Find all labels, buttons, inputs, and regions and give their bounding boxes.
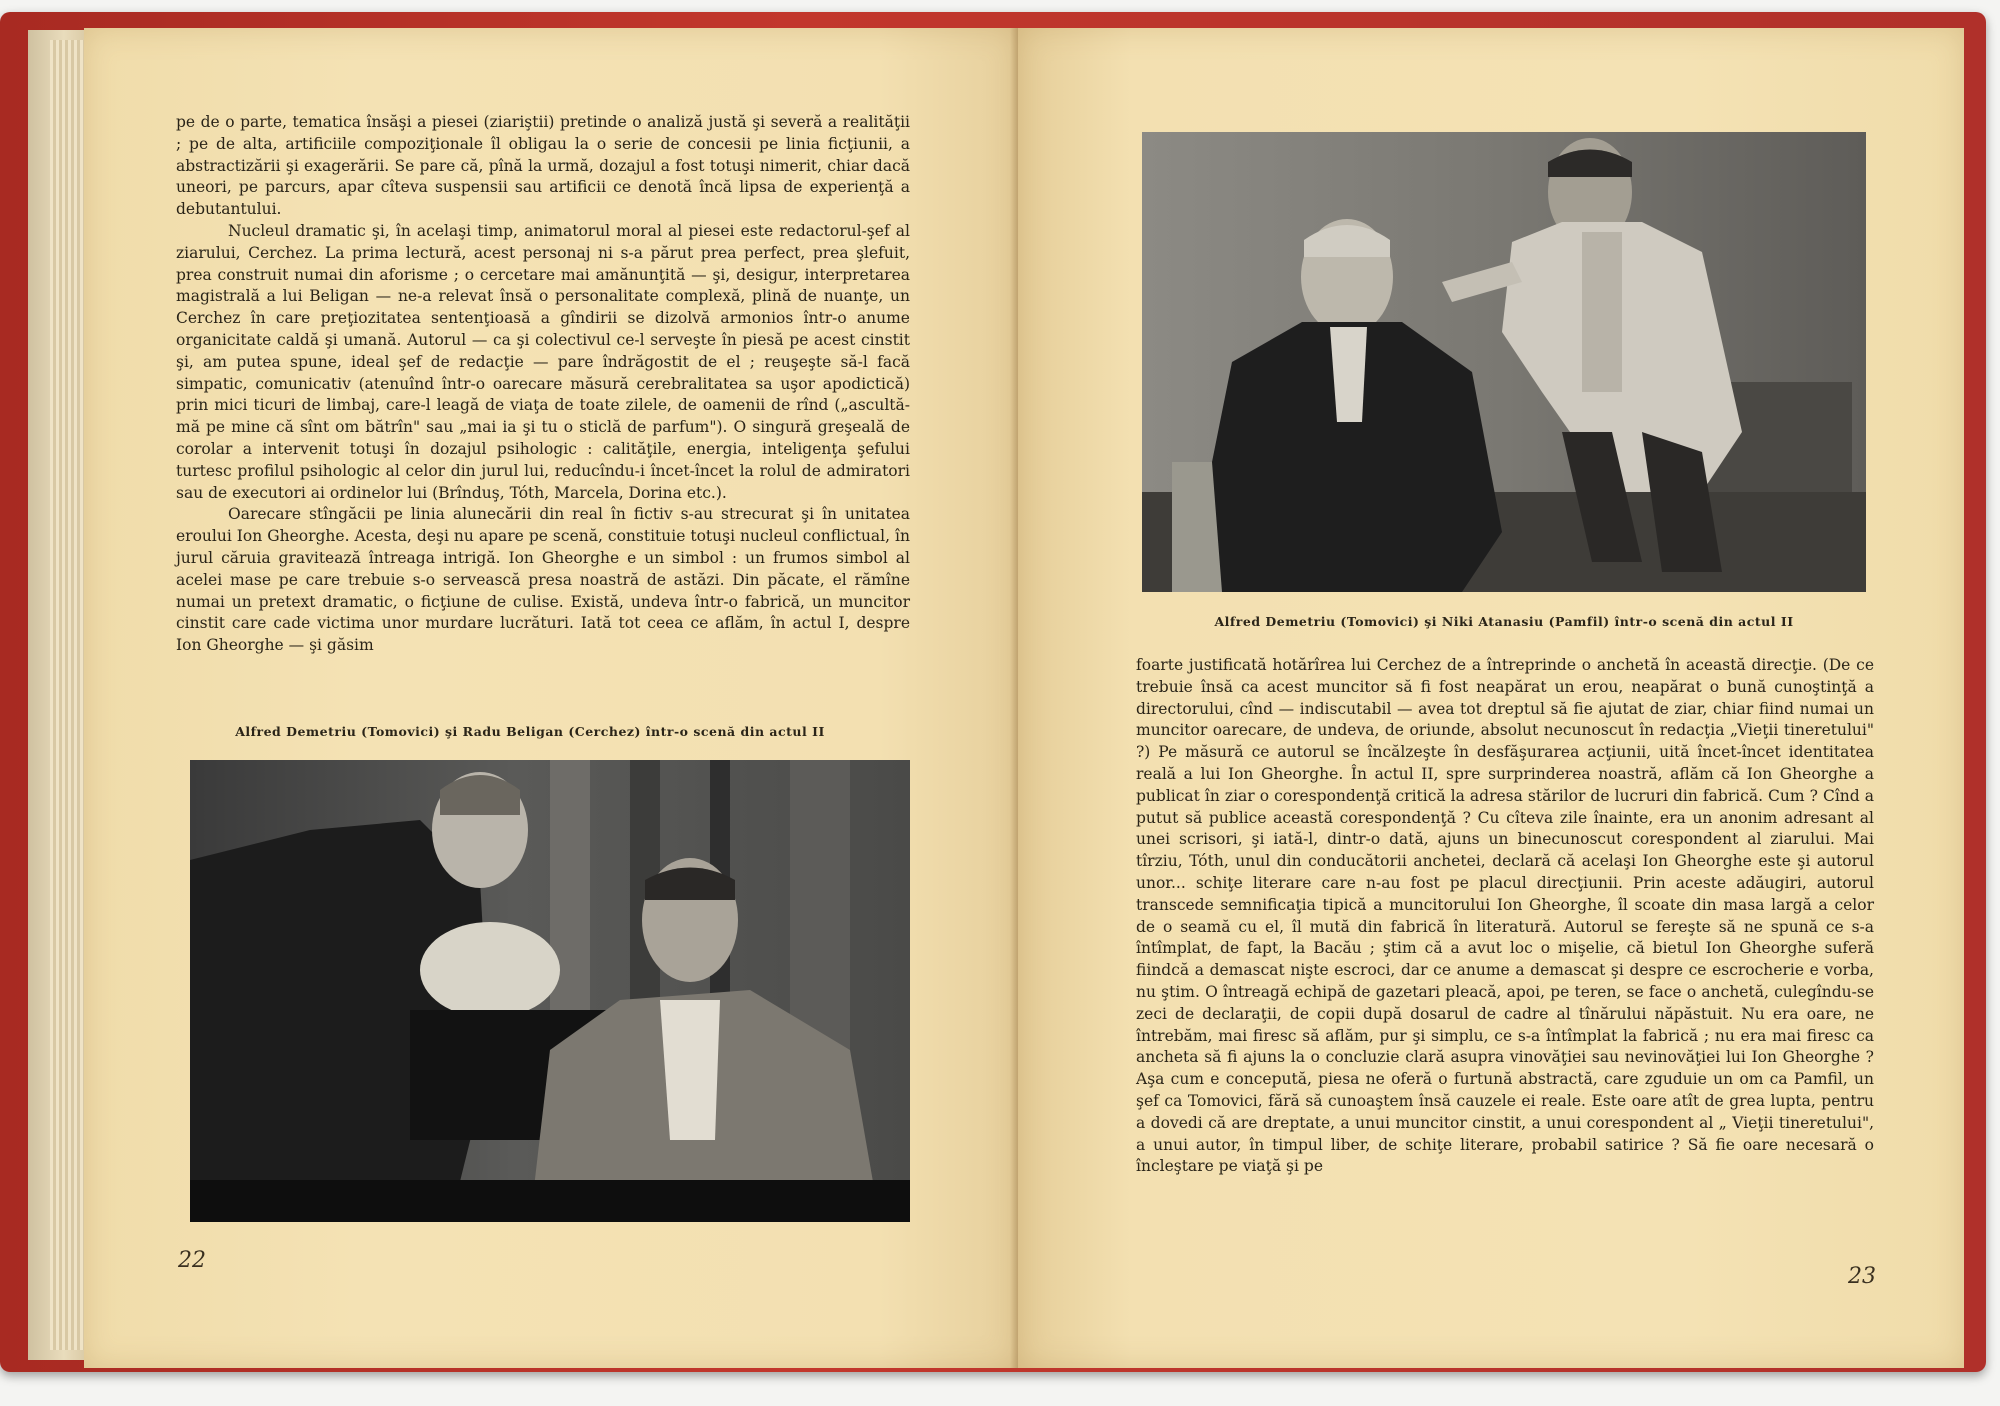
- right-photo-caption: Alfred Demetriu (Tomovici) şi Niki Atanasiu (Pamfil) într-o scenă din actul II: [1214, 614, 1794, 629]
- right-paragraph-1: foarte justificată hotărîrea lui Cerchez de a întreprinde o anchetă în această direcţie. (De ce trebuie însă ca acest muncitor să fi fost neapărat un erou, neapărat o bună cunoştinţă a directorului, cînd — indiscutabil — avea tot dreptul să fie ajutat de ziar, chiar fiind numai un muncitor oarecare, de undeva, de oriunde, absolut necunoscut în redacţia „Vieţii tineretului" ?) Pe măsură ce autorul se încălzeşte în desfăşurarea acţiunii, uită încet-încet identitatea reală a lui Ion Gheorghe. În actul II, spre surprinderea noastră, aflăm că Ion Gheorghe a publicat în ziar o corespondenţă critică la adresa stărilor de lucruri din fabrică. Cum ? Cînd a putut să publice această corespondenţă ? Cu cîteva zile înainte, era un anonim adresant al unei scrisori, şi iată-l, dintr-o dată, ajuns un binecunoscut corespondent al ziarului. Mai tîrziu, Tóth, unul din conducătorii anchetei, declară că acelaşi Ion Gheorghe este şi autorul unor... schiţe literare care n-au fost pe placul direcţiunii. Prin aceste adăugiri, autorul transcede semnificaţia tipică a muncitorului Ion Gheorghe, îl scoate din masa largă a celor de o seamă cu el, îl mută din fabrică în literatură. Autorul se fereşte să ne spună ce s-a întîmplat, de fapt, la Bacău ; ştim că a avut loc o mişelie, că bietul Ion Gheorghe suferă fiindcă a demascat nişte escroci, dar ce anume a demascat şi despre ce escrocherie e vorba, nu ştim. O întreagă echipă de gazetari pleacă, apoi, pe teren, se face o anchetă, culegîndu-se zeci de declaraţii, de copii după dosarul de cadre al tînărului năpăstuit. Nu era oare, ne întrebăm, mai firesc să aflăm, pur şi simplu, ce s-a întîmplat la fabrică ; nu era mai firesc ca ancheta să fi ajuns la o concluzie clară asupra vinovăţiei sau nevinovăţiei lui Ion Gheorghe ? Aşa cum e concepută, piesa ne oferă o furtună abstractă, care zguduie un om ca Pamfil, un şef ca Tomovici, fără să cunoaştem însă cauzele ei reale. Este oare atît de grea lupta, pentru a dovedi că are dreptate, a unui muncitor cinstit, a unui corespondent al „ Vieţii tineretului", a unui autor, în timpul liber, de schiţe literare, probabil satirice ? Să fie oare necesară o încleştare pe viaţă şi pe: [1136, 656, 1874, 1176]
- right-page-number: 23: [1848, 1264, 1876, 1289]
- left-photo-caption: Alfred Demetriu (Tomovici) şi Radu Beligan (Cerchez) într-o scenă din actul II: [235, 724, 825, 739]
- left-paragraph-1: pe de o parte, tematica însăşi a piesei (ziariştii) pretinde o analiză justă şi severă a realităţii ; pe de alta, artificiile compoziţionale îl obligau la o serie de concesii pe linia ficţiunii, a abstractizării şi exagerării. Se pare că, pînă la urmă, dozajul a fost totuşi nimerit, chiar dacă uneori, pe parcurs, apar cîteva suspensii sau artificii ce denotă încă lipsa de experienţă a debutantului.: [176, 113, 910, 219]
- left-photo-image: [190, 760, 910, 1222]
- left-page-text: [176, 112, 910, 657]
- right-photo-image: [1142, 132, 1866, 592]
- left-page-number: 22: [178, 1248, 206, 1273]
- left-paragraph-2: Nucleul dramatic şi, în acelaşi timp, animatorul moral al piesei este redactorul-şef al ziarului, Cerchez. La prima lectură, acest personaj ni s-a părut prea perfect, prea şlefuit, prea construit numai din aforisme ; o cercetare mai amănunţită — şi, desigur, interpretarea magistrală a lui Beligan — ne-a relevat însă o personalitate complexă, plină de nuanţe, un Cerchez în care preţiozitatea sentenţioasă a gîndirii se dizolvă armonios într-o anume organicitate caldă şi umană. Autorul — ca şi colectivul ce-l serveşte în piesă pe acest cinstit şi, am putea spune, ideal şef de redacţie — pare îndrăgostit de el ; reuşeşte să-l facă simpatic, comunicativ (atenuînd într-o oarecare măsură cerebralitatea sa uşor apodictică) prin mici ticuri de limbaj, care-l leagă de viaţa de toate zilele, de oamenii de rînd („ascultă-mă pe mine că sînt om bătrîn" sau „mai ia şi tu o sticlă de parfum"). O singură greşeală de corolar a intervenit totuşi în dozajul psihologic : calităţile, energia, inteligenţa şefului turtesc profilul psihologic al celor din jurul lui, reducîndu-i încet-încet la rolul de admiratori sau de executori ai ordinelor lui (Brînduş, Tóth, Marcela, Dorina etc.).: [176, 221, 910, 502]
- left-photo: [190, 760, 910, 1222]
- right-page-text: [1136, 655, 1874, 1178]
- right-photo: [1142, 132, 1866, 592]
- left-paragraph-3: Oarecare stîngăcii pe linia alunecării din real în fictiv s-au strecurat şi în unitatea eroului Ion Gheorghe. Acesta, deşi nu apare pe scenă, constituie totuşi nucleul conflictual, în jurul căruia gravitează întreaga intrigă. Ion Gheorghe e un simbol : un frumos simbol al acelei mase pe care trebuie s-o servească presa noastră de astăzi. Din păcate, el rămîne numai un pretext dramatic, o ficţiune de culise. Există, undeva într-o fabrică, un muncitor cinstit care cade victima unor murdare lucrături. Iată tot ceea ce aflăm, în actul I, despre Ion Gheorghe — şi găsim: [176, 505, 910, 655]
